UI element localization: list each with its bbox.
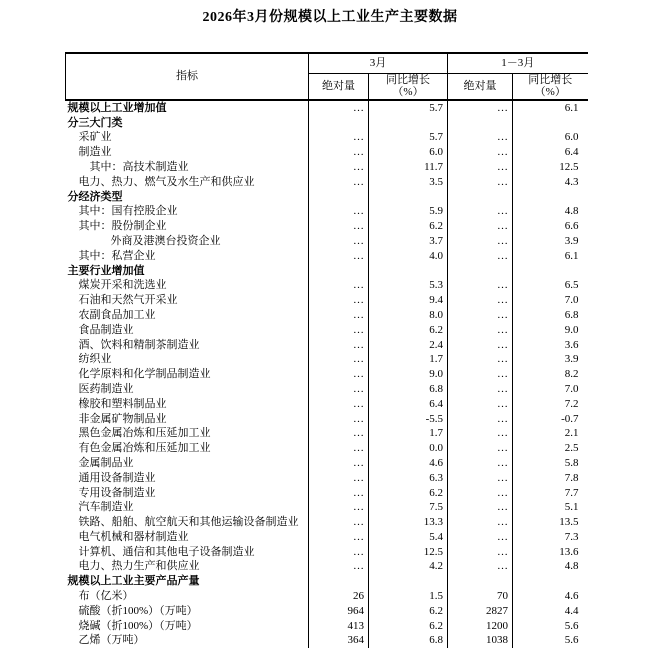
month-absolute-cell: …: [309, 559, 369, 574]
cumulative-yoy-cell: 2.5: [564, 442, 579, 455]
table-row: [66, 204, 588, 219]
month-absolute-cell: …: [309, 545, 369, 560]
header-month-group: 3月: [309, 53, 448, 73]
month-yoy-cell: 11.7: [369, 160, 448, 175]
header-yoy-unit: （%）: [392, 86, 424, 99]
cumulative-yoy-cell: [513, 190, 588, 205]
cumulative-yoy-cell: 4.6: [564, 590, 579, 603]
cumulative-absolute-cell: …: [448, 160, 513, 175]
indicator-cell: 医药制造业: [66, 382, 309, 397]
month-yoy-cell: 8.0: [369, 308, 448, 323]
indicator-cell: 硫酸（折100%）（万吨）: [66, 604, 309, 619]
cumulative-yoy-cell: 3.9: [564, 353, 579, 366]
cumulative-absolute-cell: 2827: [448, 604, 513, 619]
table-row: [66, 412, 588, 427]
cumulative-absolute-cell: …: [448, 471, 513, 486]
cumulative-yoy-cell: 5.6: [564, 634, 579, 647]
indicator-cell: 乙烯（万吨）: [66, 633, 309, 648]
table-row: [66, 249, 588, 264]
cumulative-yoy-cell: 13.6: [559, 545, 579, 558]
cumulative-absolute-cell: …: [448, 278, 513, 293]
table-row: [66, 382, 588, 397]
cumulative-yoy-cell: 6.5: [564, 279, 579, 292]
month-absolute-cell: …: [309, 500, 369, 515]
cumulative-yoy-cell: [513, 116, 588, 131]
cumulative-absolute-cell: [448, 190, 513, 205]
month-yoy-cell: 3.5: [369, 175, 448, 190]
month-absolute-cell: …: [309, 530, 369, 545]
cumulative-yoy-cell: 6.8: [564, 308, 579, 321]
table-row: [66, 486, 588, 501]
table-row: [66, 234, 588, 249]
table-row: [66, 352, 588, 367]
month-absolute-cell: …: [309, 234, 369, 249]
table-row: [66, 278, 588, 293]
table-row: [66, 338, 588, 353]
month-absolute-cell: 26: [309, 589, 369, 604]
indicator-cell: 电气机械和器材制造业: [66, 530, 309, 545]
indicator-cell: 主要行业增加值: [66, 264, 309, 279]
cumulative-yoy-cell: 6.1: [564, 249, 579, 262]
month-absolute-cell: …: [309, 249, 369, 264]
month-absolute-cell: …: [309, 160, 369, 175]
indicator-cell: 布（亿米）: [66, 589, 309, 604]
cumulative-yoy-cell: 8.2: [564, 368, 579, 381]
cumulative-absolute-cell: …: [448, 441, 513, 456]
table-row: [66, 293, 588, 308]
month-absolute-cell: …: [309, 338, 369, 353]
month-absolute-cell: …: [309, 397, 369, 412]
table-header: [66, 53, 588, 100]
indicator-cell: 非金属矿物制品业: [66, 412, 309, 427]
industrial-data-table: [65, 52, 588, 648]
month-yoy-cell: 6.0: [369, 145, 448, 160]
cumulative-absolute-cell: …: [448, 397, 513, 412]
cumulative-absolute-cell: 1200: [448, 619, 513, 634]
cumulative-absolute-cell: …: [448, 338, 513, 353]
table-row: [66, 190, 588, 205]
month-yoy-cell: 5.7: [369, 130, 448, 145]
header-cumulative-yoy: [513, 73, 588, 100]
indicator-cell: 化学原料和化学制品制造业: [66, 367, 309, 382]
cumulative-absolute-cell: …: [448, 204, 513, 219]
cumulative-absolute-cell: …: [448, 219, 513, 234]
cumulative-absolute-cell: …: [448, 323, 513, 338]
month-absolute-cell: …: [309, 352, 369, 367]
cumulative-yoy-cell: 5.8: [564, 456, 579, 469]
cumulative-yoy-cell: 2.1: [564, 427, 579, 440]
month-absolute-cell: …: [309, 100, 369, 116]
month-yoy-cell: 3.7: [369, 234, 448, 249]
month-yoy-cell: 1.7: [369, 426, 448, 441]
cumulative-yoy-cell: 9.0: [564, 323, 579, 336]
cumulative-yoy-cell: 7.8: [564, 471, 579, 484]
month-absolute-cell: …: [309, 456, 369, 471]
indicator-cell: 分三大门类: [66, 116, 309, 131]
indicator-cell: 纺织业: [66, 352, 309, 367]
table-row: [66, 100, 588, 116]
header-yoy-unit: （%）: [534, 86, 566, 99]
cumulative-absolute-cell: …: [448, 145, 513, 160]
indicator-cell: 有色金属冶炼和压延加工业: [66, 441, 309, 456]
month-absolute-cell: …: [309, 204, 369, 219]
cumulative-absolute-cell: …: [448, 234, 513, 249]
table-row: [66, 545, 588, 560]
month-yoy-cell: 9.0: [369, 367, 448, 382]
table-row: [66, 619, 588, 634]
cumulative-yoy-cell: 3.6: [564, 338, 579, 351]
cumulative-yoy-cell: 4.8: [564, 205, 579, 218]
month-absolute-cell: …: [309, 175, 369, 190]
month-yoy-cell: 1.5: [369, 589, 448, 604]
table-row: [66, 471, 588, 486]
page-title: 2026年3月份规模以上工业生产主要数据: [202, 10, 458, 25]
month-yoy-cell: [369, 574, 448, 589]
month-yoy-cell: 0.0: [369, 441, 448, 456]
month-absolute-cell: …: [309, 308, 369, 323]
month-absolute-cell: [309, 264, 369, 279]
cumulative-yoy-cell: 13.5: [559, 516, 579, 529]
month-yoy-cell: [369, 116, 448, 131]
cumulative-absolute-cell: 70: [448, 589, 513, 604]
cumulative-yoy-cell: 7.7: [564, 486, 579, 499]
table-row: [66, 397, 588, 412]
month-yoy-cell: 1.7: [369, 352, 448, 367]
header-indicator: 指标: [66, 53, 309, 100]
table-row: [66, 219, 588, 234]
cumulative-yoy-cell: [513, 264, 588, 279]
cumulative-absolute-cell: [448, 574, 513, 589]
table-row: [66, 515, 588, 530]
indicator-cell: 其中：国有控股企业: [66, 204, 309, 219]
table-row: [66, 308, 588, 323]
table-row: [66, 604, 588, 619]
table-row: [66, 367, 588, 382]
cumulative-absolute-cell: …: [448, 130, 513, 145]
month-yoy-cell: 6.8: [369, 382, 448, 397]
cumulative-yoy-cell: 4.8: [564, 560, 579, 573]
month-absolute-cell: …: [309, 293, 369, 308]
month-absolute-cell: …: [309, 367, 369, 382]
header-month-yoy: [369, 73, 448, 100]
month-yoy-cell: 5.9: [369, 204, 448, 219]
month-yoy-cell: 5.4: [369, 530, 448, 545]
cumulative-yoy-cell: 4.4: [564, 604, 579, 617]
header-yoy-label: 同比增长: [386, 73, 430, 86]
table-row: [66, 264, 588, 279]
table-row: [66, 426, 588, 441]
indicator-cell: 其中：私营企业: [66, 249, 309, 264]
header-yoy-label: 同比增长: [528, 73, 573, 86]
month-absolute-cell: 364: [309, 633, 369, 648]
month-yoy-cell: [369, 190, 448, 205]
month-absolute-cell: …: [309, 219, 369, 234]
table-row: [66, 559, 588, 574]
table-row: [66, 500, 588, 515]
table-row: [66, 175, 588, 190]
indicator-cell: 分经济类型: [66, 190, 309, 205]
cumulative-yoy-cell: 3.9: [564, 234, 579, 247]
table-row: [66, 456, 588, 471]
indicator-cell: 其中：高技术制造业: [66, 160, 309, 175]
cumulative-yoy-cell: 7.2: [564, 397, 579, 410]
table-row: [66, 633, 588, 648]
month-absolute-cell: …: [309, 515, 369, 530]
month-absolute-cell: …: [309, 486, 369, 501]
month-absolute-cell: …: [309, 471, 369, 486]
month-absolute-cell: …: [309, 441, 369, 456]
header-month-absolute: 绝对量: [309, 73, 369, 100]
month-absolute-cell: 964: [309, 604, 369, 619]
cumulative-absolute-cell: …: [448, 382, 513, 397]
month-yoy-cell: 6.2: [369, 619, 448, 634]
month-absolute-cell: …: [309, 323, 369, 338]
cumulative-absolute-cell: …: [448, 175, 513, 190]
month-yoy-cell: 9.4: [369, 293, 448, 308]
month-yoy-cell: 4.0: [369, 249, 448, 264]
table-row: [66, 589, 588, 604]
month-absolute-cell: …: [309, 145, 369, 160]
indicator-cell: 黑色金属冶炼和压延加工业: [66, 426, 309, 441]
indicator-cell: 汽车制造业: [66, 500, 309, 515]
cumulative-absolute-cell: …: [448, 545, 513, 560]
indicator-cell: 酒、饮料和精制茶制造业: [66, 338, 309, 353]
cumulative-yoy-cell: [513, 574, 588, 589]
month-yoy-cell: 6.2: [369, 604, 448, 619]
indicator-cell: 铁路、船舶、航空航天和其他运输设备制造业: [66, 515, 309, 530]
cumulative-absolute-cell: …: [448, 308, 513, 323]
cumulative-yoy-cell: 12.5: [559, 160, 579, 173]
indicator-cell: 橡胶和塑料制品业: [66, 397, 309, 412]
table-row: [66, 441, 588, 456]
month-absolute-cell: [309, 574, 369, 589]
indicator-cell: 食品制造业: [66, 323, 309, 338]
indicator-cell: 计算机、通信和其他电子设备制造业: [66, 545, 309, 560]
indicator-cell: 农副食品加工业: [66, 308, 309, 323]
table-row: [66, 323, 588, 338]
indicator-cell: 专用设备制造业: [66, 486, 309, 501]
indicator-cell: 通用设备制造业: [66, 471, 309, 486]
indicator-cell: 采矿业: [66, 130, 309, 145]
cumulative-absolute-cell: …: [448, 426, 513, 441]
indicator-cell: 电力、热力、燃气及水生产和供应业: [66, 175, 309, 190]
cumulative-yoy-cell: 7.3: [564, 530, 579, 543]
header-cumulative-absolute: 绝对量: [448, 73, 513, 100]
month-yoy-cell: 4.2: [369, 559, 448, 574]
cumulative-yoy-cell: -0.7: [561, 412, 579, 425]
cumulative-yoy-cell: 6.4: [564, 146, 579, 159]
indicator-cell: 金属制品业: [66, 456, 309, 471]
cumulative-absolute-cell: …: [448, 352, 513, 367]
indicator-cell: 煤炭开采和洗选业: [66, 278, 309, 293]
month-yoy-cell: 6.4: [369, 397, 448, 412]
cumulative-yoy-cell: 6.6: [564, 220, 579, 233]
header-cumulative-group: 1－3月: [448, 53, 588, 73]
table-row: [66, 574, 588, 589]
month-yoy-cell: 13.3: [369, 515, 448, 530]
cumulative-absolute-cell: …: [448, 500, 513, 515]
month-yoy-cell: [369, 264, 448, 279]
indicator-cell: 规模以上工业主要产品产量: [66, 574, 309, 589]
cumulative-yoy-cell: 5.1: [564, 501, 579, 514]
cumulative-yoy-cell: 6.1: [564, 101, 579, 114]
month-yoy-cell: 5.3: [369, 278, 448, 293]
month-yoy-cell: 5.7: [369, 100, 448, 116]
month-yoy-cell: 6.2: [369, 323, 448, 338]
table-row: [66, 530, 588, 545]
table-row: [66, 145, 588, 160]
cumulative-absolute-cell: …: [448, 486, 513, 501]
cumulative-absolute-cell: 1038: [448, 633, 513, 648]
cumulative-absolute-cell: …: [448, 515, 513, 530]
month-yoy-cell: 7.5: [369, 500, 448, 515]
cumulative-absolute-cell: …: [448, 530, 513, 545]
indicator-cell: 外商及港澳台投资企业: [66, 234, 309, 249]
month-yoy-cell: 2.4: [369, 338, 448, 353]
cumulative-yoy-cell: 7.0: [564, 294, 579, 307]
indicator-cell: 制造业: [66, 145, 309, 160]
cumulative-absolute-cell: …: [448, 412, 513, 427]
month-absolute-cell: …: [309, 278, 369, 293]
cumulative-absolute-cell: …: [448, 559, 513, 574]
month-yoy-cell: 6.2: [369, 486, 448, 501]
table-row: [66, 130, 588, 145]
cumulative-yoy-cell: 4.3: [564, 175, 579, 188]
cumulative-absolute-cell: …: [448, 293, 513, 308]
month-yoy-cell: -5.5: [369, 412, 448, 427]
cumulative-absolute-cell: …: [448, 249, 513, 264]
cumulative-absolute-cell: …: [448, 367, 513, 382]
month-absolute-cell: …: [309, 130, 369, 145]
month-yoy-cell: 6.8: [369, 633, 448, 648]
cumulative-yoy-cell: 5.6: [564, 619, 579, 632]
month-yoy-cell: 6.2: [369, 219, 448, 234]
month-absolute-cell: …: [309, 426, 369, 441]
cumulative-yoy-cell: 7.0: [564, 382, 579, 395]
indicator-cell: 烧碱（折100%）（万吨）: [66, 619, 309, 634]
cumulative-yoy-cell: 6.0: [564, 131, 579, 144]
indicator-cell: 其中：股份制企业: [66, 219, 309, 234]
cumulative-absolute-cell: [448, 116, 513, 131]
month-absolute-cell: …: [309, 412, 369, 427]
month-yoy-cell: 6.3: [369, 471, 448, 486]
month-absolute-cell: [309, 116, 369, 131]
table-row: [66, 116, 588, 131]
indicator-cell: 电力、热力生产和供应业: [66, 559, 309, 574]
table-body: [66, 100, 588, 648]
cumulative-absolute-cell: …: [448, 456, 513, 471]
month-yoy-cell: 4.6: [369, 456, 448, 471]
month-absolute-cell: …: [309, 382, 369, 397]
month-absolute-cell: [309, 190, 369, 205]
indicator-cell: 石油和天然气开采业: [66, 293, 309, 308]
month-absolute-cell: 413: [309, 619, 369, 634]
month-yoy-cell: 12.5: [369, 545, 448, 560]
table-row: [66, 160, 588, 175]
indicator-cell: 规模以上工业增加值: [66, 100, 309, 116]
cumulative-absolute-cell: [448, 264, 513, 279]
cumulative-absolute-cell: …: [448, 100, 513, 116]
